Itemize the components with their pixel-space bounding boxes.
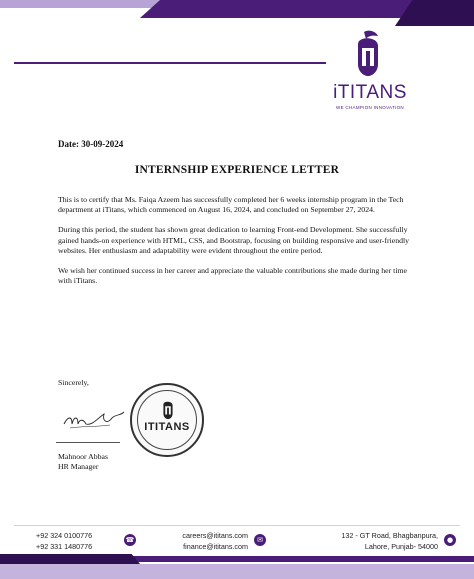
company-stamp (130, 383, 204, 457)
bottom-decor-light (0, 564, 474, 579)
location-icon: ● (444, 534, 456, 546)
signatory (58, 452, 108, 472)
signature-line (56, 442, 120, 443)
body-paragraph-2: During this period, the student has shown great dedication to learning Front-end Development. She successfully gained hands-on experience with HTML, CSS, and Bootstrap, focusing on building responsive and user-friendly websites. Her enthusiasm and adaptability were evident throughout the entire period. (58, 225, 410, 255)
letter-title: INTERNSHIP EXPERIENCE LETTER (134, 164, 340, 176)
footer-address-1: 132 - GT Road, Bhagbanpura, (341, 531, 438, 540)
footer-divider (14, 525, 460, 526)
footer-email-2[interactable]: finance@ititans.com (183, 542, 248, 551)
footer-phone-2: +92 331 1480776 (36, 542, 93, 551)
spartan-helmet-icon (350, 30, 386, 78)
letter-body (58, 195, 418, 296)
signatory-title: HR Manager (58, 462, 99, 471)
logo-brand: iTITANS (333, 82, 407, 103)
footer-address-2: Lahore, Punjab- 54000 (364, 542, 438, 551)
letter-closing: Sincerely, (58, 378, 89, 387)
body-paragraph-3: We wish her continued success in her career and appreciate the valuable contributions she made during her time with iTitans. (58, 266, 408, 286)
logo-tagline: WE CHAMPION INNOVATION (336, 105, 404, 110)
footer-phone-1: +92 324 0100776 (36, 531, 93, 540)
body-paragraph-1: This is to certify that Ms. Faiqa Azeem has successfully completed her 6 weeks internship program in the Tech department at iTitans, which commenced on August 16, 2024, and concluded on September 27, 2024. (58, 195, 404, 215)
letter-date: Date: 30-09-2024 (58, 139, 124, 149)
company-logo (330, 30, 410, 120)
footer-address (310, 530, 438, 552)
footer-phones (36, 530, 92, 552)
signatory-name: Mahnoor Abbas (58, 452, 109, 461)
footer-emails (170, 530, 248, 552)
header-divider (14, 62, 326, 64)
stamp-helmet-icon (159, 398, 177, 420)
email-icon: ✉ (254, 534, 266, 546)
phone-icon: ☎ (125, 536, 135, 544)
handwritten-signature (62, 404, 132, 434)
bottom-decor-accent (0, 554, 140, 564)
stamp-text: ITITANS (144, 421, 190, 433)
footer-email-1[interactable]: careers@ititans.com (182, 531, 248, 540)
